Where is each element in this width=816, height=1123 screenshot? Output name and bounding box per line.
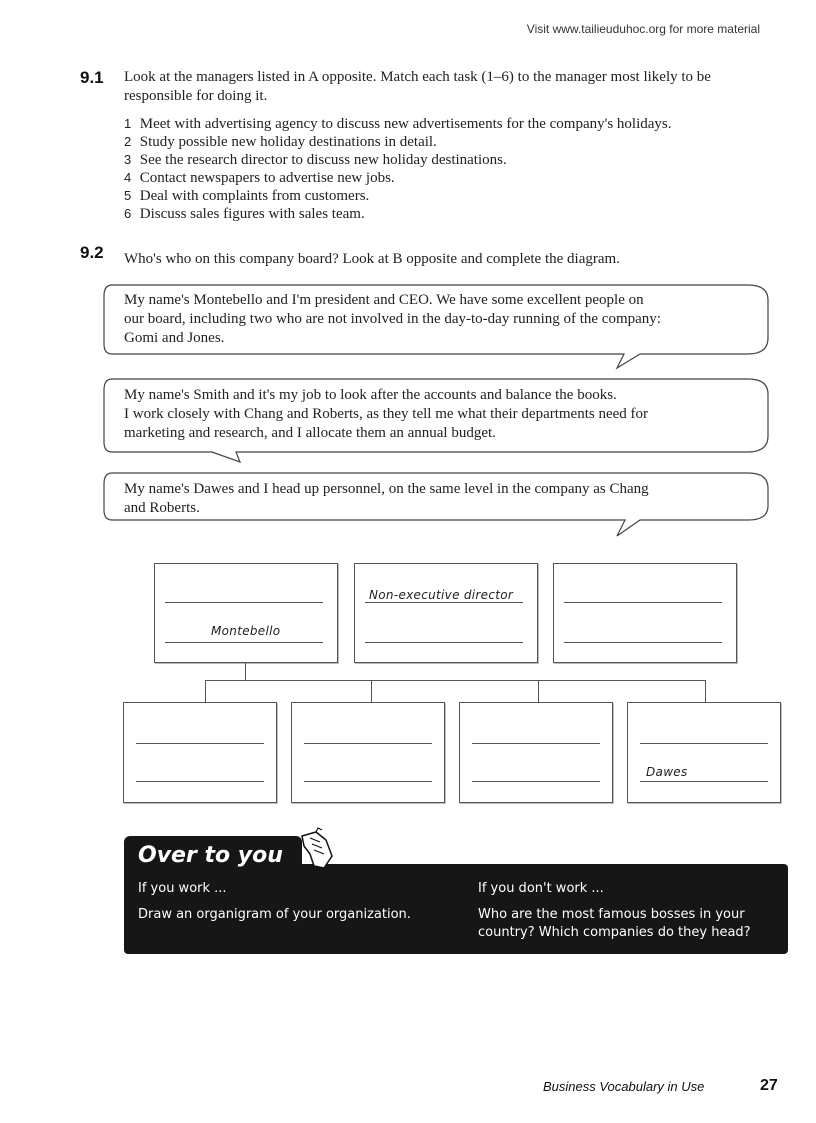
if-you-dont-work-text-2: country? Which companies do they head?: [478, 925, 751, 940]
answer-line: [165, 642, 323, 643]
exercise-9-2-number: 9.2: [80, 243, 104, 262]
task-number: 6: [124, 206, 132, 221]
task-text: Discuss sales figures with sales team.: [139, 206, 365, 222]
org-box-bottom-4: [627, 702, 781, 803]
task-number: 1: [124, 116, 132, 131]
bubble-1-line-3: Gomi and Jones.: [124, 330, 225, 346]
answer-line: [564, 602, 722, 603]
answer-line: [365, 642, 523, 643]
bubble-1-line-2: our board, including two who are not involved in the day-to-day running of the company:: [124, 311, 661, 327]
page-number: 27: [760, 1077, 778, 1094]
org-box-top-right: [553, 563, 737, 663]
bubble-2-line-1: My name's Smith and it's my job to look after the accounts and balance the books.: [124, 387, 617, 403]
task-number: 4: [124, 170, 132, 185]
exercise-9-1-instruction: Look at the managers listed in A opposite. Match each task (1–6) to the manager most likely to be responsible for doing it.: [124, 69, 711, 104]
org-box-bottom-3: [459, 702, 613, 803]
connector-vertical: [705, 680, 706, 702]
pointing-hand-icon: [296, 826, 342, 874]
bubble-2-line-2: I work closely with Chang and Roberts, as they tell me what their departments need for: [124, 406, 649, 422]
answer-line: [640, 781, 768, 782]
org-box-bottom-2: [291, 702, 445, 803]
connector-vertical: [538, 680, 539, 702]
task-number: 5: [124, 188, 132, 203]
answer-line: [165, 602, 323, 603]
task-text: Meet with advertising agency to discuss new advertisements for the company's holidays.: [139, 116, 672, 132]
task-number: 3: [124, 152, 132, 167]
if-you-work-heading: If you work ...: [138, 881, 227, 896]
connector-vertical: [245, 662, 246, 680]
connector-vertical: [371, 680, 372, 702]
bubble-3-line-1: My name's Dawes and I head up personnel, on the same level in the company as Chang: [124, 481, 649, 497]
speech-bubbles: [0, 0, 816, 560]
bubble-2-line-3: marketing and research, and I allocate them an annual budget.: [124, 425, 496, 441]
answer-line: [365, 602, 523, 603]
answer-line: [136, 743, 264, 744]
bubble-1-line-1: My name's Montebello and I'm president and CEO. We have some excellent people on: [124, 292, 644, 308]
exercise-9-2-instruction: Who's who on this company board? Look at B opposite and complete the diagram.: [124, 251, 620, 267]
exercise-9-1-number: 9.1: [80, 68, 104, 87]
org-box-top-middle: [354, 563, 538, 663]
answer-line: [136, 781, 264, 782]
answer-line: [472, 781, 600, 782]
handwritten-dawes: Dawes: [646, 765, 688, 779]
bubble-3-line-2: and Roberts.: [124, 500, 200, 516]
connector-vertical: [205, 680, 206, 702]
if-you-dont-work-text-1: Who are the most famous bosses in your: [478, 907, 745, 922]
handwritten-non-executive-director: Non-executive director: [369, 588, 514, 602]
task-text: Deal with complaints from customers.: [139, 188, 370, 204]
answer-line: [564, 642, 722, 643]
if-you-work-text: Draw an organigram of your organization.: [138, 907, 411, 922]
task-text: See the research director to discuss new holiday destinations.: [139, 152, 507, 168]
org-box-bottom-1: [123, 702, 277, 803]
answer-line: [640, 743, 768, 744]
answer-line: [304, 781, 432, 782]
answer-line: [472, 743, 600, 744]
header-note: Visit www.tailieuduhoc.org for more material: [526, 22, 760, 36]
task-text: Contact newspapers to advertise new jobs.: [139, 170, 395, 186]
task-number: 2: [124, 134, 132, 149]
footer-book-title: Business Vocabulary in Use: [543, 1079, 705, 1094]
connector-horizontal: [205, 680, 706, 681]
handwritten-montebello: Montebello: [211, 624, 281, 638]
task-text: Study possible new holiday destinations in detail.: [139, 134, 437, 150]
org-box-top-left: [154, 563, 338, 663]
answer-line: [304, 743, 432, 744]
if-you-dont-work-heading: If you don't work ...: [478, 881, 604, 896]
over-to-you-title: Over to you: [138, 843, 283, 868]
